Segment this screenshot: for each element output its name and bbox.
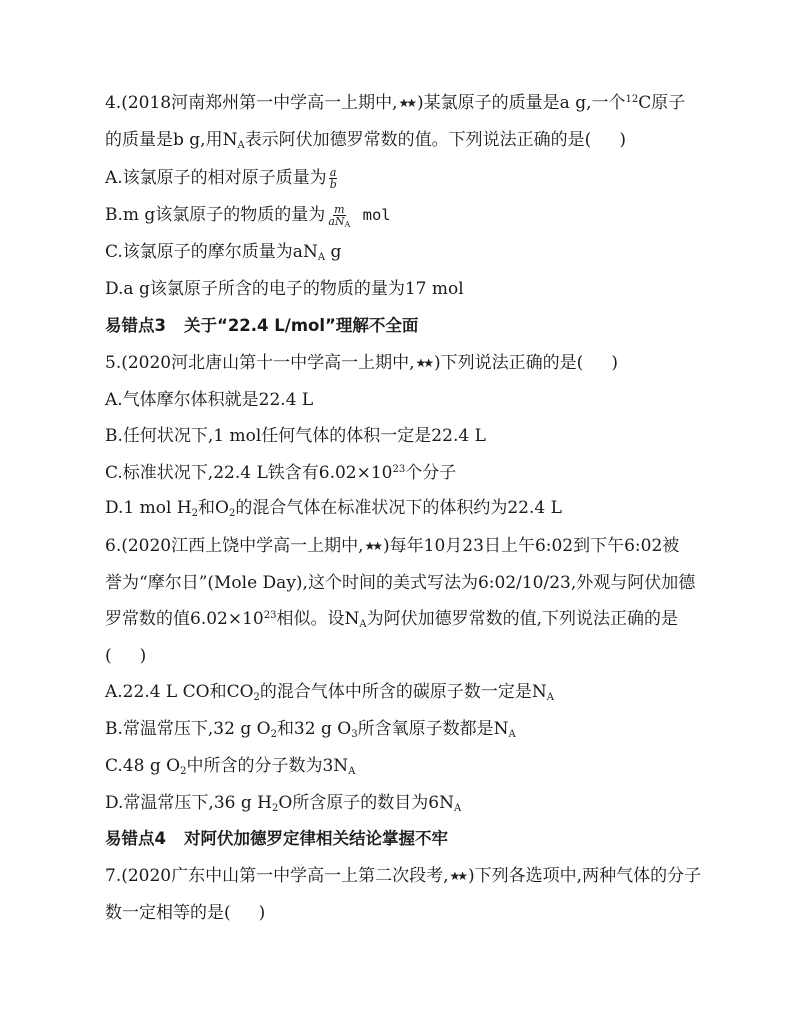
q4-option-a: A.该氯原子的相对原子质量为 $\frac{a}{b}$	[105, 166, 337, 191]
section-heading-4: 易错点4 对阿伏加德罗定律相关结论掌握不牢	[105, 829, 448, 848]
q5-stem: 5.(2020河北唐山第十一中学高一上期中,★★ )下列说法正确的是( )	[105, 353, 618, 373]
q4-option-b: B.m g该氯原子的物质的量为 $\frac{m}{aN_A}$ mol	[105, 203, 391, 229]
difficulty-stars-icon: ★★	[398, 96, 415, 110]
q6-option-c: C.48 g $O_2$中所含的分子数为$3N_A$	[105, 756, 356, 777]
q4-option-d: D.a g该氯原子所含的电子的物质的量为17 mol	[105, 279, 464, 299]
q5-option-c: C.标准状况下,22.4 L铁含有$6.02\times 10^{23}$个分子	[105, 463, 457, 483]
q6-option-d: D.常温常压下,36 g $H_2O$所含原子的数目为$6N_A$	[105, 793, 462, 814]
difficulty-stars-icon: ★★	[415, 356, 432, 370]
q5-option-b: B.任何状况下,1 mol任何气体的体积一定是22.4 L	[105, 426, 486, 446]
q5-option-a: A.气体摩尔体积就是22.4 L	[105, 390, 314, 410]
difficulty-stars-icon: ★★	[449, 869, 466, 883]
q7-stem-line2: 数一定相等的是( )	[105, 903, 266, 923]
q6-option-a: A.22.4 L CO和$CO_2$的混合气体中所含的碳原子数一定是$N_A$	[105, 682, 555, 703]
q6-stem-line1: 6.(2020江西上饶中学高一上期中,★★ )每年10月23日上午6:02到下午6:02被	[105, 536, 680, 556]
q6-option-b: B.常温常压下,32 g $O_2$和32 g $O_3$所含氧原子数都是$N_A$	[105, 719, 516, 740]
q4-option-c: C.该氯原子的摩尔质量为$aN_A$ g	[105, 242, 342, 263]
q4-stem-line2: 的质量是b g,用$N_A$表示阿伏加德罗常数的值。下列说法正确的是( )	[105, 130, 626, 151]
q6-stem-line2: 誉为“摩尔日”(Mole Day),这个时间的美式写法为6:02/10/23,外观与阿伏加德	[105, 573, 696, 593]
q4-source: 4.(2018河南郑州第一中学高一上期中,	[105, 93, 398, 113]
fraction: $\frac{a}{b}$	[329, 166, 337, 191]
fraction: $\frac{m}{aN_A}$	[328, 203, 351, 229]
q6-stem-line3: 罗常数的值$6.02\times 10^{23}$相似。设$N_A$为阿伏加德罗常数的值,下列说法正确的是	[105, 609, 678, 630]
section-heading-3: 易错点3 关于“22.4 L/mol”理解不全面	[105, 316, 419, 335]
q5-option-d: D.1 mol $H_2$和$O_2$的混合气体在标准状况下的体积约为22.4 L	[105, 498, 562, 519]
difficulty-stars-icon: ★★	[364, 539, 381, 553]
q4-stem-line1: 4.(2018河南郑州第一中学高一上期中,★★ )某氯原子的质量是a g,一个$^{12}$C原子	[105, 93, 686, 113]
q6-answer-blank: ( )	[105, 646, 147, 666]
q7-stem-line1: 7.(2020广东中山第一中学高一上第二次段考,★★ )下列各选项中,两种气体的分子	[105, 866, 702, 886]
